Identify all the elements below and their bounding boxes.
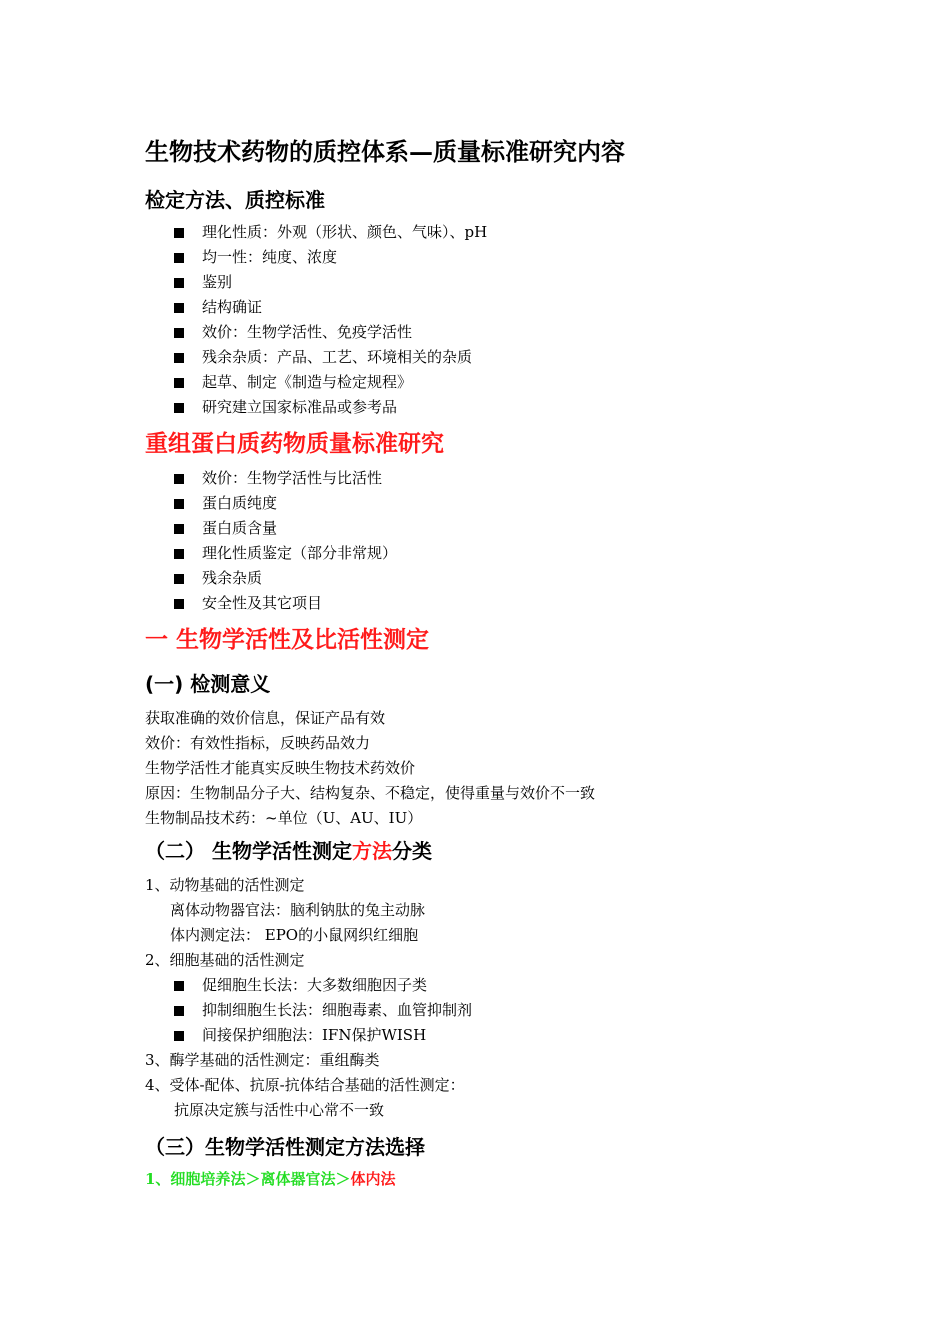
square-bullet-icon bbox=[174, 403, 184, 413]
paragraph-line: 生物学活性才能真实反映生物技术药效价 bbox=[145, 759, 416, 777]
list-item: 均一性：纯度、浓度 bbox=[145, 245, 845, 270]
square-bullet-icon bbox=[174, 378, 184, 388]
list-item: 理化性质鉴定（部分非常规） bbox=[145, 541, 845, 566]
classification-heading: （二） 生物学活性测定方法分类 bbox=[145, 839, 432, 863]
list-item: 起草、制定《制造与检定规程》 bbox=[145, 370, 845, 395]
method-ranking: 1、细胞培养法＞离体器官法＞体内法 bbox=[145, 1170, 396, 1188]
square-bullet-icon bbox=[174, 303, 184, 313]
selection-heading: （三）生物学活性测定方法选择 bbox=[145, 1135, 425, 1159]
square-bullet-icon bbox=[174, 1031, 184, 1041]
list-item: 蛋白质纯度 bbox=[145, 491, 845, 516]
paragraph-line: 抗原决定簇与活性中心常不一致 bbox=[174, 1101, 385, 1119]
list-item: 鉴别 bbox=[145, 270, 845, 295]
paragraph-line: 离体动物器官法：脑利钠肽的兔主动脉 bbox=[170, 901, 426, 919]
significance-text bbox=[145, 706, 845, 831]
method-highlight: 方法 bbox=[351, 839, 392, 863]
paragraph-line: 4、受体-配体、抗原-抗体结合基础的活性测定： bbox=[145, 1076, 465, 1094]
paragraph-line: 1、动物基础的活性测定 bbox=[145, 876, 305, 894]
activity-heading: 一 生物学活性及比活性测定 bbox=[145, 626, 430, 653]
recombinant-heading: 重组蛋白质药物质量标准研究 bbox=[145, 430, 444, 457]
square-bullet-icon bbox=[174, 981, 184, 991]
square-bullet-icon bbox=[174, 353, 184, 363]
list-item: 间接保护细胞法：IFN保护WISH bbox=[145, 1023, 845, 1048]
square-bullet-icon bbox=[174, 549, 184, 559]
paragraph-line: 获取准确的效价信息，保证产品有效 bbox=[145, 709, 386, 727]
significance-heading: (一) 检测意义 bbox=[145, 672, 271, 696]
paragraph-line: 生物制品技术药：~单位（U、AU、IU） bbox=[145, 809, 423, 827]
square-bullet-icon bbox=[174, 228, 184, 238]
document-page bbox=[145, 136, 845, 1192]
list-item: 安全性及其它项目 bbox=[145, 591, 845, 616]
paragraph-line: 2、细胞基础的活性测定 bbox=[145, 951, 305, 969]
paragraph-line: 体内测定法： EPO的小鼠网织红细胞 bbox=[170, 926, 419, 944]
list-item: 效价：生物学活性、免疫学活性 bbox=[145, 320, 845, 345]
list-item: 理化性质：外观（形状、颜色、气味）、pH bbox=[145, 220, 845, 245]
paragraph-line: 原因：生物制品分子大、结构复杂、不稳定，使得重量与效价不一致 bbox=[145, 784, 596, 802]
methods-heading: 检定方法、质控标准 bbox=[145, 188, 325, 212]
cell-method-list bbox=[145, 973, 845, 1048]
recombinant-list bbox=[145, 466, 845, 616]
square-bullet-icon bbox=[174, 599, 184, 609]
square-bullet-icon bbox=[174, 499, 184, 509]
square-bullet-icon bbox=[174, 253, 184, 263]
list-item: 促细胞生长法：大多数细胞因子类 bbox=[145, 973, 845, 998]
square-bullet-icon bbox=[174, 1006, 184, 1016]
list-item: 结构确证 bbox=[145, 295, 845, 320]
list-item: 蛋白质含量 bbox=[145, 516, 845, 541]
paragraph-line: 效价：有效性指标，反映药品效力 bbox=[145, 734, 371, 752]
square-bullet-icon bbox=[174, 278, 184, 288]
paragraph-line: 3、酶学基础的活性测定：重组酶类 bbox=[145, 1051, 380, 1069]
square-bullet-icon bbox=[174, 524, 184, 534]
list-item: 研究建立国家标准品或参考品 bbox=[145, 395, 845, 420]
list-item: 残余杂质 bbox=[145, 566, 845, 591]
list-item: 残余杂质：产品、工艺、环境相关的杂质 bbox=[145, 345, 845, 370]
square-bullet-icon bbox=[174, 474, 184, 484]
list-item: 抑制细胞生长法：细胞毒素、血管抑制剂 bbox=[145, 998, 845, 1023]
list-item: 效价：生物学活性与比活性 bbox=[145, 466, 845, 491]
methods-list bbox=[145, 220, 845, 420]
document-title: 生物技术药物的质控体系—质量标准研究内容 bbox=[145, 137, 625, 166]
square-bullet-icon bbox=[174, 574, 184, 584]
square-bullet-icon bbox=[174, 328, 184, 338]
